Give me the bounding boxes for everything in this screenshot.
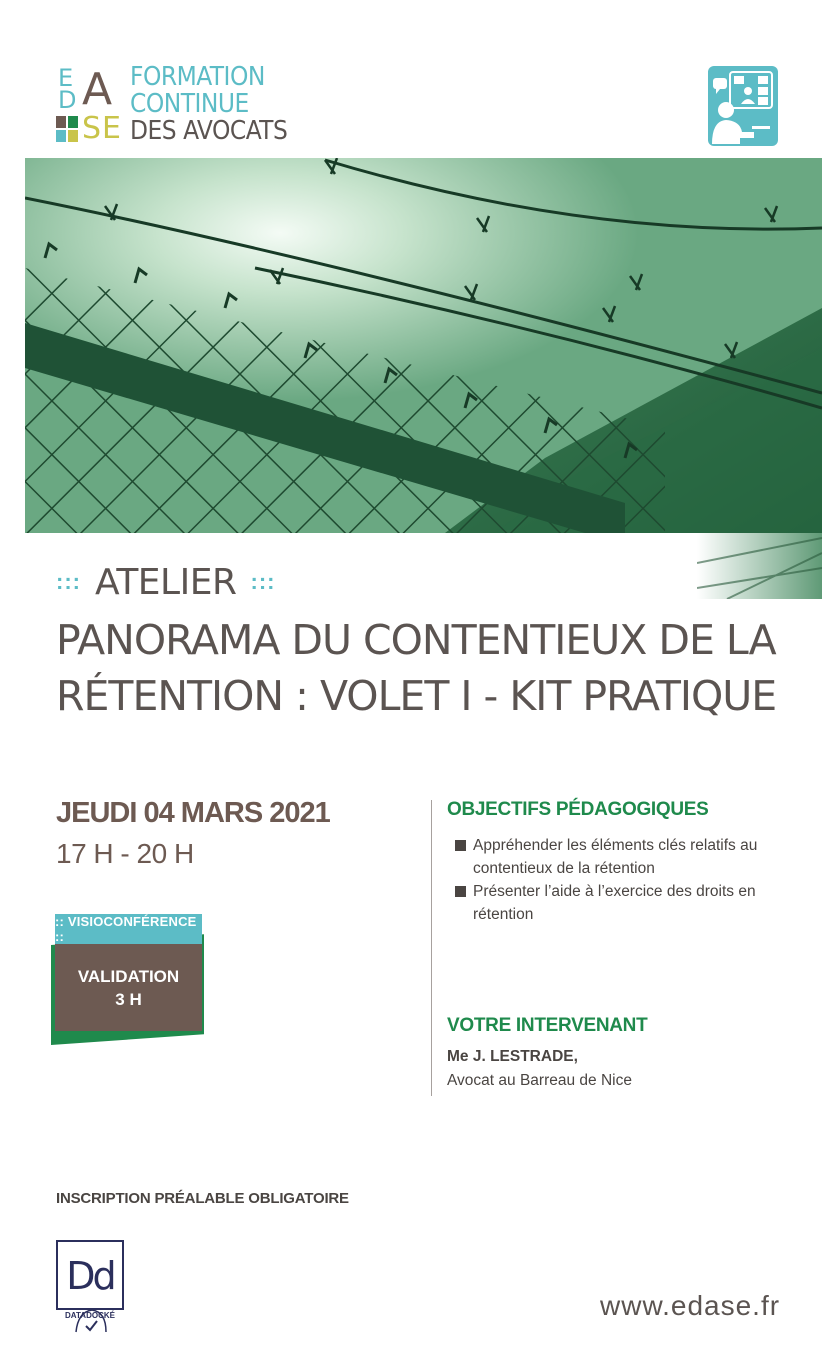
objective-text: Appréhender les éléments clés relatifs au contentieux de la rétention — [473, 837, 758, 877]
visio-mode-label: :: VISIOCONFÉRENCE :: — [55, 914, 202, 944]
videoconference-icon — [708, 66, 778, 146]
logo-letter-e2: E — [102, 111, 121, 146]
event-type-row — [56, 560, 275, 604]
logo-line-formation: FORMATION — [130, 62, 265, 92]
event-title-line2: RÉTENTION : VOLET I - KIT PRATIQUE — [56, 672, 777, 720]
datadock-letters: Dd — [66, 1254, 114, 1298]
column-divider — [431, 800, 432, 1096]
hero-image-fade — [697, 533, 822, 599]
square-bullet-icon — [455, 840, 466, 851]
square-bullet-icon — [455, 886, 466, 897]
logo-line-avocats: DES AVOCATS — [130, 116, 288, 146]
logo-wordmark — [130, 64, 287, 145]
list-item — [455, 834, 805, 880]
decorative-dots-right: ::: — [250, 569, 276, 594]
speaker-role: Avocat au Barreau de Nice — [447, 1072, 632, 1089]
datadock-label: DATADOCKÉ — [65, 1311, 115, 1320]
event-title-line1: PANORAMA DU CONTENTIEUX DE LA — [56, 616, 776, 664]
objectives-list — [455, 834, 805, 926]
speaker-title: VOTRE INTERVENANT — [447, 1015, 648, 1036]
validation-label: VALIDATION — [77, 966, 180, 986]
list-item — [455, 880, 805, 926]
logo-letter-s: S — [82, 111, 102, 146]
decorative-dots-left: ::: — [56, 569, 81, 594]
event-title — [56, 612, 816, 724]
event-type: ATELIER — [94, 561, 237, 603]
logo-line-continue: CONTINUE — [130, 89, 249, 119]
event-time: 17 H - 20 H — [56, 838, 194, 869]
event-date: JEUDI 04 MARS 2021 — [56, 797, 330, 829]
edase-logo — [56, 66, 126, 146]
objectives-title: OBJECTIFS PÉDAGOGIQUES — [447, 799, 709, 820]
logo-letter-e: E — [58, 64, 74, 92]
logo-letter-d: D — [58, 86, 77, 114]
logo-letter-a: A — [82, 64, 113, 115]
logo-squares — [56, 116, 78, 144]
website-link[interactable]: www.edase.fr — [600, 1290, 781, 1321]
validation-badge — [55, 944, 202, 1031]
speaker-name: Me J. LESTRADE, — [447, 1048, 578, 1065]
registration-notice: INSCRIPTION PRÉALABLE OBLIGATOIRE — [56, 1190, 349, 1207]
datadock-logo — [56, 1240, 124, 1335]
hero-image — [25, 158, 822, 533]
objective-text: Présenter l’aide à l’exercice des droits en rétention — [473, 883, 756, 923]
validation-hours: 3 H — [115, 989, 142, 1009]
